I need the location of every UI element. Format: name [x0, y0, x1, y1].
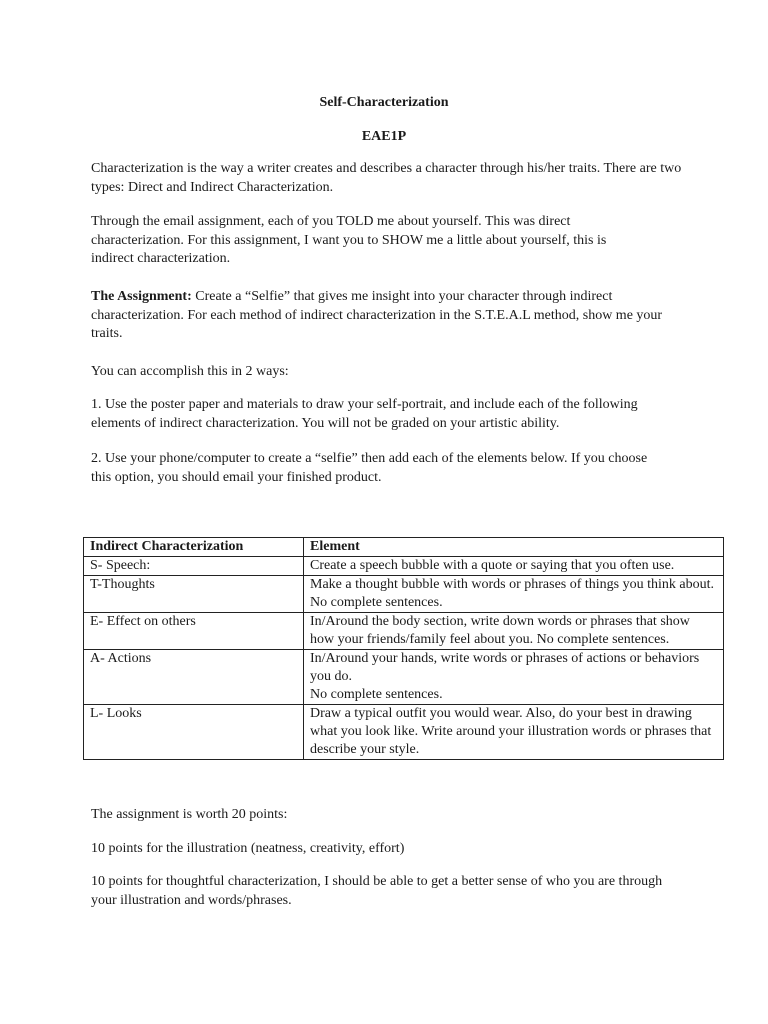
email-paragraph: Through the email assignment, each of you TOLD me about yourself. This was direct characterization. For this assignment, I want you to SHOW me a little about yourself, this is indirect characterization.: [91, 214, 607, 266]
table-cell-method: L- Looks: [84, 705, 304, 760]
document-subtitle: EAE1P: [361, 129, 407, 144]
way-2-paragraph: 2. Use your phone/computer to create a “selfie” then add each of the elements below. If you choose this option, you should email your finished product.: [91, 451, 648, 485]
table-cell-element: Draw a typical outfit you would wear. Also, do your best in drawing what you look like. Write around your illustration words or phrases that describe your style.: [304, 705, 724, 760]
table-header-method: Indirect Characterization: [84, 538, 304, 557]
table-cell-element: In/Around the body section, write down words or phrases that show how your friends/family feel about you. No complete sentences.: [304, 613, 724, 650]
points-intro: The assignment is worth 20 points:: [91, 807, 288, 822]
document-title: Self-Characterization: [319, 95, 449, 110]
points-illustration: 10 points for the illustration (neatness, creativity, effort): [91, 841, 405, 856]
table-cell-line: In/Around your hands, write words or phrases of actions or behaviors you do.: [310, 651, 700, 684]
way-1-paragraph: 1. Use the poster paper and materials to draw your self-portrait, and include each of the following elements of indirect characterization. You will not be graded on your artistic ability.: [91, 397, 638, 431]
table-cell-method: A- Actions: [84, 650, 304, 705]
table-cell-method: T-Thoughts: [84, 576, 304, 613]
table-cell-method: E- Effect on others: [84, 613, 304, 650]
table-cell-element: [304, 650, 724, 705]
points-characterization: 10 points for thoughtful characterization, I should be able to get a better sense of who you are through your illustration and words/phrases.: [91, 874, 663, 908]
table-row: [84, 576, 724, 613]
table-header-element: Element: [304, 538, 724, 557]
ways-intro: You can accomplish this in 2 ways:: [91, 364, 289, 379]
steal-table: [83, 537, 724, 760]
table-row: [84, 650, 724, 705]
table-row: [84, 613, 724, 650]
intro-paragraph: Characterization is the way a writer creates and describes a character through his/her traits. There are two types: Direct and Indirect Characterization.: [91, 161, 682, 195]
table-header-row: [84, 538, 724, 557]
table-cell-element: Create a speech bubble with a quote or saying that you often use.: [304, 557, 724, 576]
table-cell-element: Make a thought bubble with words or phrases of things you think about. No complete sentences.: [304, 576, 724, 613]
table-cell-method: S- Speech:: [84, 557, 304, 576]
table-row: [84, 705, 724, 760]
table-row: [84, 557, 724, 576]
assignment-label: The Assignment:: [91, 289, 192, 304]
table-cell-line: No complete sentences.: [310, 687, 443, 702]
assignment-text: Create a “Selfie” that gives me insight into your character through indirect characterization. For each method of indirect characterization in the S.T.E.A.L method, show me your traits.: [91, 289, 663, 341]
assignment-paragraph: [91, 288, 691, 344]
